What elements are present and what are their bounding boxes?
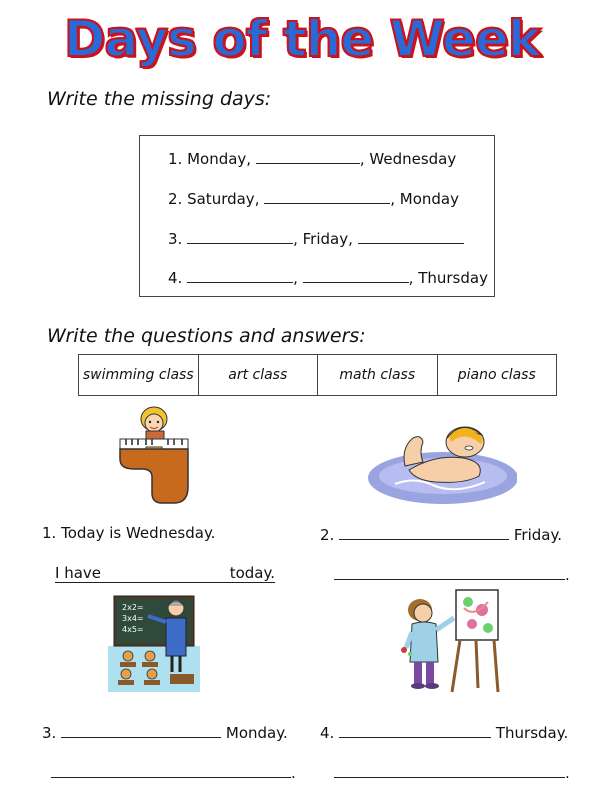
blank-field[interactable] — [51, 762, 291, 778]
line-number: 3. — [168, 230, 183, 248]
svg-text:3x4=: 3x4= — [122, 614, 144, 623]
math-teacher-image — [106, 594, 202, 694]
day-line-3 — [168, 228, 464, 248]
svg-text:4x5=: 4x5= — [122, 625, 144, 634]
blank-field[interactable] — [187, 228, 293, 244]
day-text: Monday, — [187, 150, 252, 168]
svg-text:2x2=: 2x2= — [122, 603, 144, 612]
question-end: Friday. — [513, 526, 562, 544]
answer-4 — [334, 762, 570, 782]
class-swimming: swimming class — [79, 355, 199, 395]
answer-2 — [334, 564, 570, 584]
day-text: Saturday, — [187, 190, 260, 208]
question-4 — [320, 722, 568, 742]
blank-field[interactable] — [358, 228, 464, 244]
blank-field[interactable] — [339, 524, 509, 540]
painter-girl-image — [398, 588, 502, 696]
section2-heading: Write the questions and answers: — [47, 325, 366, 347]
day-text: , Monday — [390, 190, 460, 208]
line-number: 4. — [168, 269, 183, 287]
question-number: 4. — [320, 724, 335, 742]
question-end: Thursday. — [495, 724, 569, 742]
day-text: , Thursday — [408, 269, 488, 287]
day-line-2 — [168, 188, 459, 208]
answer-1-start: I have — [55, 564, 101, 582]
blank-field[interactable] — [187, 267, 293, 283]
answer-end: . — [291, 764, 296, 782]
question-number: 3. — [42, 724, 57, 742]
day-text: , — [293, 269, 298, 287]
swimmer-image — [365, 418, 517, 508]
section1-heading: Write the missing days: — [47, 88, 272, 110]
blank-field[interactable] — [61, 722, 221, 738]
class-art: art class — [199, 355, 319, 395]
day-text: , Friday, — [293, 230, 353, 248]
line-number: 1. — [168, 150, 183, 168]
page-title: Days of the Week — [63, 10, 541, 68]
answer-3 — [51, 762, 296, 782]
class-word-bank — [78, 354, 557, 396]
question-2 — [320, 524, 562, 544]
blank-field[interactable] — [303, 267, 409, 283]
piano-girl-image — [112, 405, 192, 505]
question-1: 1. Today is Wednesday. — [42, 524, 216, 542]
class-piano: piano class — [457, 367, 536, 383]
question-number: 2. — [320, 526, 335, 544]
answer-end: . — [565, 566, 570, 584]
blank-field[interactable] — [339, 722, 491, 738]
question-3 — [42, 722, 288, 742]
answer-1-end: today. — [229, 564, 275, 582]
missing-days-box — [139, 135, 495, 297]
answer-end: . — [565, 764, 570, 782]
blank-field[interactable] — [334, 564, 565, 580]
answer-1 — [55, 564, 275, 583]
question-end: Monday. — [225, 724, 288, 742]
class-math: math class — [318, 355, 438, 395]
blank-field[interactable] — [334, 762, 565, 778]
day-line-1 — [168, 148, 456, 168]
blank-field[interactable] — [264, 188, 390, 204]
day-line-4 — [168, 267, 488, 287]
blank-field[interactable] — [256, 148, 360, 164]
line-number: 2. — [168, 190, 183, 208]
day-text: , Wednesday — [359, 150, 457, 168]
